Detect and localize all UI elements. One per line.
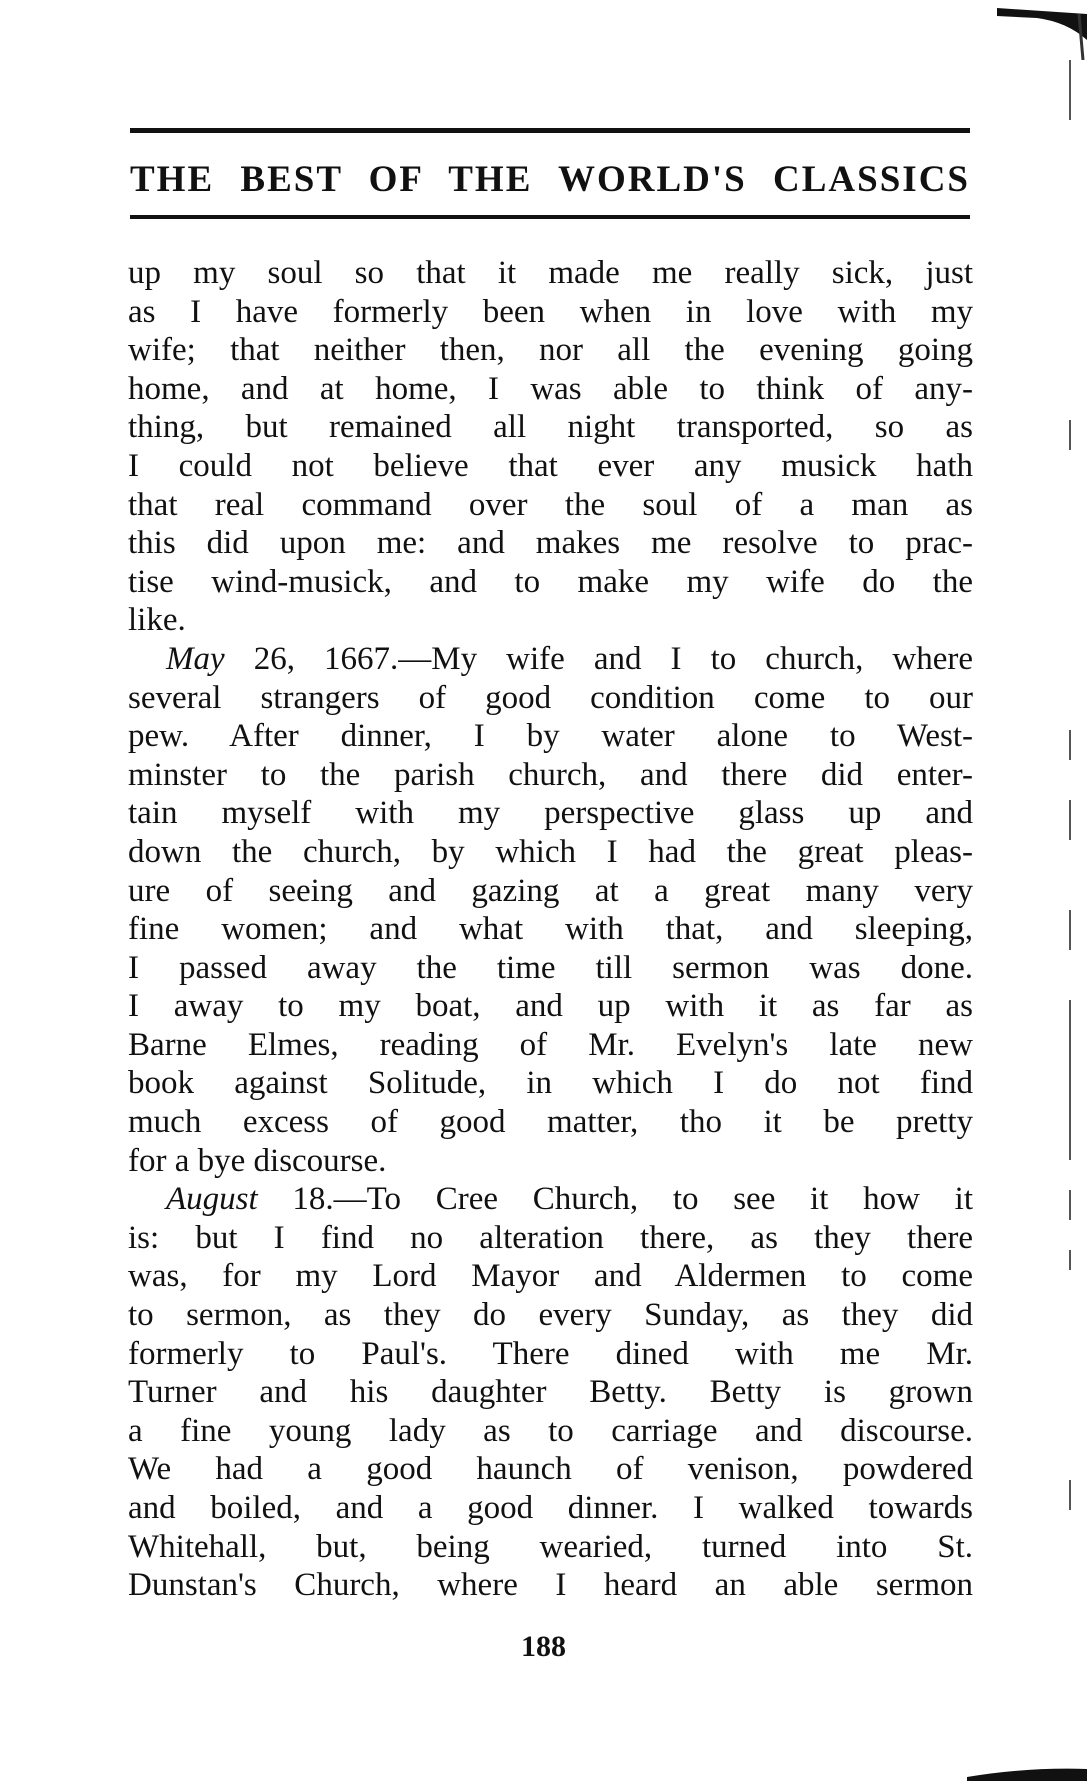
text-line: up my soul so that it made me really sick, just [128,255,973,291]
text-line: for a bye discourse. [128,1142,387,1179]
text-line: formerly to Paul's. There dined with me Mr. [128,1335,973,1372]
margin-mark [1069,910,1071,950]
text-line: a fine young lady as to carriage and discourse. [128,1412,973,1449]
text-line: to sermon, as they do every Sunday, as they did [128,1297,973,1334]
text-line: Dunstan's Church, where I heard an able sermon [128,1567,973,1604]
text-line: that real command over the soul of a man as [128,486,973,523]
margin-mark [1069,1190,1071,1220]
text-line: much excess of good matter, tho it be pretty [128,1104,973,1141]
margin-mark [1069,60,1071,120]
margin-mark [1069,730,1071,760]
text-line: and boiled, and a good dinner. I walked towards [128,1490,973,1526]
margin-mark [1069,800,1071,840]
text-line: thing, but remained all night transported, so as [128,409,973,446]
page-number: 188 [521,1630,566,1663]
margin-mark [1069,420,1071,450]
text-line: tise wind-musick, and to make my wife do the [128,563,973,600]
entry-text: 18.—To Cree Church, to see it how it [257,1181,973,1218]
text-line: I could not believe that ever any musick hath [128,447,973,484]
margin-mark [1069,1480,1071,1510]
text-line: Turner and his daughter Betty. Betty is grown [128,1374,973,1411]
text-line: this did upon me: and makes me resolve to prac- [128,525,973,562]
entry-line [128,1180,973,1219]
text-line: as I have formerly been when in love with my [128,293,973,330]
text-line: pew. After dinner, I by water alone to West- [128,718,973,755]
entry-date: August [166,1181,258,1218]
text-line: is: but I find no alteration there, as they there [128,1219,973,1256]
text-line: fine women; and what with that, and sleeping, [128,911,973,948]
text-line: Whitehall, but, being wearied, turned into St. [128,1528,973,1565]
text-line: home, and at home, I was able to think of any- [128,370,973,407]
header-rule-bottom [130,215,970,219]
page-corner-mark [997,0,1087,60]
text-line: like. [128,602,186,639]
entry-text: 26, 1667.—My wife and I to church, where [224,640,973,677]
text-line: We had a good haunch of venison, powdered [128,1451,973,1488]
body-text [128,254,973,1605]
text-line: book against Solitude, in which I do not find [128,1065,973,1102]
text-line: down the church, by which I had the great pleas- [128,833,973,870]
text-line: Barne Elmes, reading of Mr. Evelyn's late new [128,1026,973,1063]
entry-date: May [166,640,225,677]
page-edge-mark [967,1763,1087,1781]
text-line: several strangers of good condition come to our [128,679,973,716]
margin-mark [1069,1250,1071,1270]
entry-line [128,640,973,679]
margin-mark [1069,1000,1071,1160]
text-line: minster to the parish church, and there did enter- [128,756,973,793]
text-line: tain myself with my perspective glass up and [128,795,973,832]
running-title: THE BEST OF THE WORLD'S CLASSICS [130,159,970,200]
text-line: I away to my boat, and up with it as far as [128,988,973,1025]
text-line: wife; that neither then, nor all the evening going [128,332,973,369]
text-line: ure of seeing and gazing at a great many very [128,872,973,909]
text-line: was, for my Lord Mayor and Aldermen to come [128,1258,973,1295]
header-rule-top [130,128,970,133]
text-line: I passed away the time till sermon was done. [128,949,973,986]
